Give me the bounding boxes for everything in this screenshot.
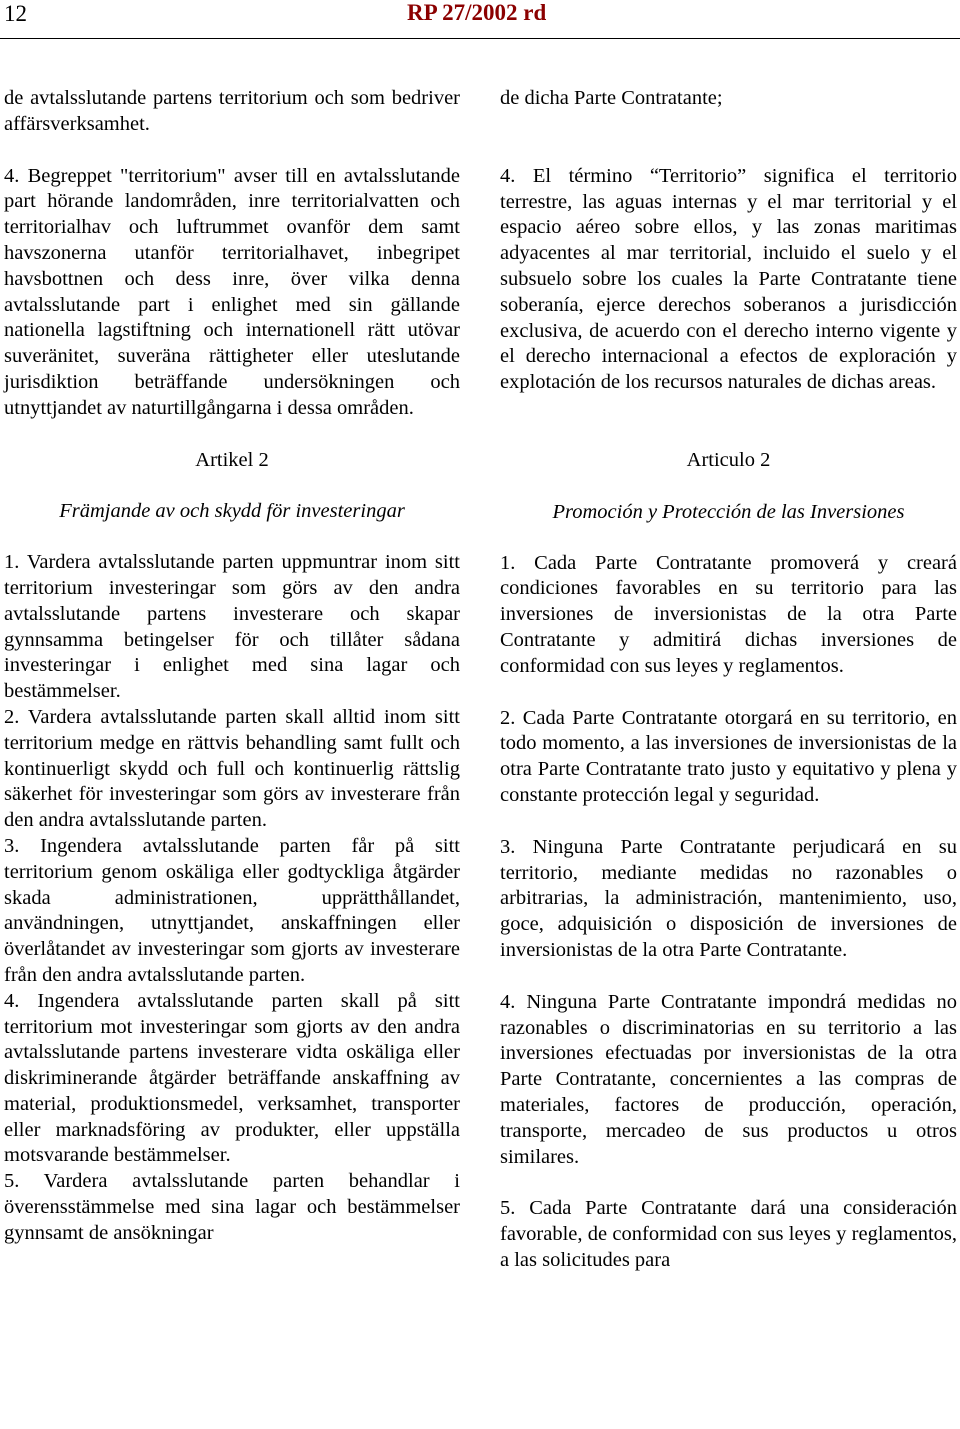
sv-paragraph-4: 4. Begreppet "territorium" avser till en avtalsslutande part hörande landområden, inre territorialvatten och territorialhav och luftrummet ovanför dem samt havszonerna utanför territorialhavet, inbegripet havsbottnen och dess inre, över vilka denna avtalsslutande part i enlighet med sin gällande nationella lagstiftning och internationell rätt utövar suveränitet, suveräna rättigheter eller uteslutande jurisdiktion beträffande undersökningen och utnyttjandet av naturtillgångarna i dessa områden. — [4, 164, 460, 419]
sv-article-heading: Artikel 2 — [195, 448, 269, 471]
es-article-2-para-4: 4. Ninguna Parte Contratante impondrá medidas no razonables o discriminatorias en su territorio a las inversiones efectuadas por inversionistas de la otra Parte Contratante, concernientes a las compras de materiales, factores de producción, operación, transporte, mercadeo de sus productos u otros similares. — [500, 990, 957, 1168]
es-article-2-para-2: 2. Cada Parte Contratante otorgará en su territorio, en todo momento, a las inversiones de inversionistas de la otra Parte Contratante trato justo y equitativo y plena y constante protección legal y seguridad. — [500, 706, 957, 806]
sv-article-title: Främjande av och skydd för investeringar — [59, 500, 405, 523]
header-rule — [0, 38, 960, 39]
sv-intro-paragraph: de avtalsslutande partens territorium och som bedriver affärsverksamhet. — [4, 87, 460, 135]
es-article-2-para-1: 1. Cada Parte Contratante promoverá y creará condiciones favorables en su territorio para las inversiones de inversionistas de la otra Parte Contratante y admitirá dichas inversiones de conformidad con sus leyes y reglamentos. — [500, 551, 957, 677]
es-paragraph-4: 4. El término “Territorio” significa el territorio terrestre, las aguas internas y el mar territorial y el espacio aéreo sobre ellos, y las zonas maritimas adyacentes al mar territorial, incluido el suelo y el subsuelo sobre los cuales la Parte Contratante tiene soberanía, ejerce derechos soberanos a jurisdicción exclusiva, de acuerdo con el derecho interno vigente y el derecho internacional a efectos de exploración y explotación de los recursos naturales de dichas areas. — [500, 164, 957, 394]
swedish-column — [4, 86, 460, 1247]
spanish-column — [500, 86, 957, 1274]
sv-article-2-para-2: 2. Vardera avtalsslutande parten skall alltid inom sitt territorium medge en rättvis behandling samt fullt och kontinuerligt skydd och full och kontinuerlig rättslig säkerhet för investeringar som görs av investerare från den andra avtalsslutande parten. — [4, 705, 460, 832]
sv-article-2-para-3: 3. Ingendera avtalsslutande parten får på sitt territorium genom oskäliga eller godtyckliga åtgärder skada administrationen, upprätthållandet, användningen, utnyttjandet, anskaffningen eller överlåtandet av investeringar som gjorts av investerare från den andra avtalsslutande parten. — [4, 834, 460, 986]
sv-article-2-para-5: 5. Vardera avtalsslutande parten behandlar i överensstämmelse med sina lagar och bestämmelser gynnsamt de ansökningar — [4, 1170, 460, 1244]
sv-article-2-para-4: 4. Ingendera avtalsslutande parten skall på sitt territorium mot investeringar som gjorts av den andra avtalsslutande partens investerare vidta oskäliga eller diskriminerande åtgärder beträffande anskaffning av material, produktionsmedel, verksamhet, transporter eller marknadsföring av produkter, eller uppställa motsvarande bestämmelser. — [4, 989, 460, 1167]
page-number: 12 — [4, 1, 27, 26]
es-article-2-para-3: 3. Ninguna Parte Contratante perjudicará en su territorio, mediante medidas no razonables o arbitrarias, la administración, mantenimiento, uso, goce, adquisición o disposición de inversiones de inversionistas de la otra Parte Contratante. — [500, 835, 957, 961]
es-article-2-para-5: 5. Cada Parte Contratante dará una consideración favorable, de conformidad con sus leyes y reglamentos, a las solicitudes para — [500, 1197, 957, 1271]
es-article-heading: Articulo 2 — [686, 448, 771, 471]
sv-article-2-para-1: 1. Vardera avtalsslutande parten uppmuntrar inom sitt territorium investeringar som görs av den andra avtalsslutande partens investerare och skapar gynnsamma betingelser för och tillåter sådana investeringar i enlighet med sina lagar och bestämmelser. — [4, 551, 460, 703]
running-title: RP 27/2002 rd — [407, 0, 547, 25]
es-article-title: Promoción y Protección de las Inversiones — [552, 500, 905, 523]
page-header — [0, 0, 960, 34]
es-intro-paragraph: de dicha Parte Contratante; — [500, 87, 723, 109]
